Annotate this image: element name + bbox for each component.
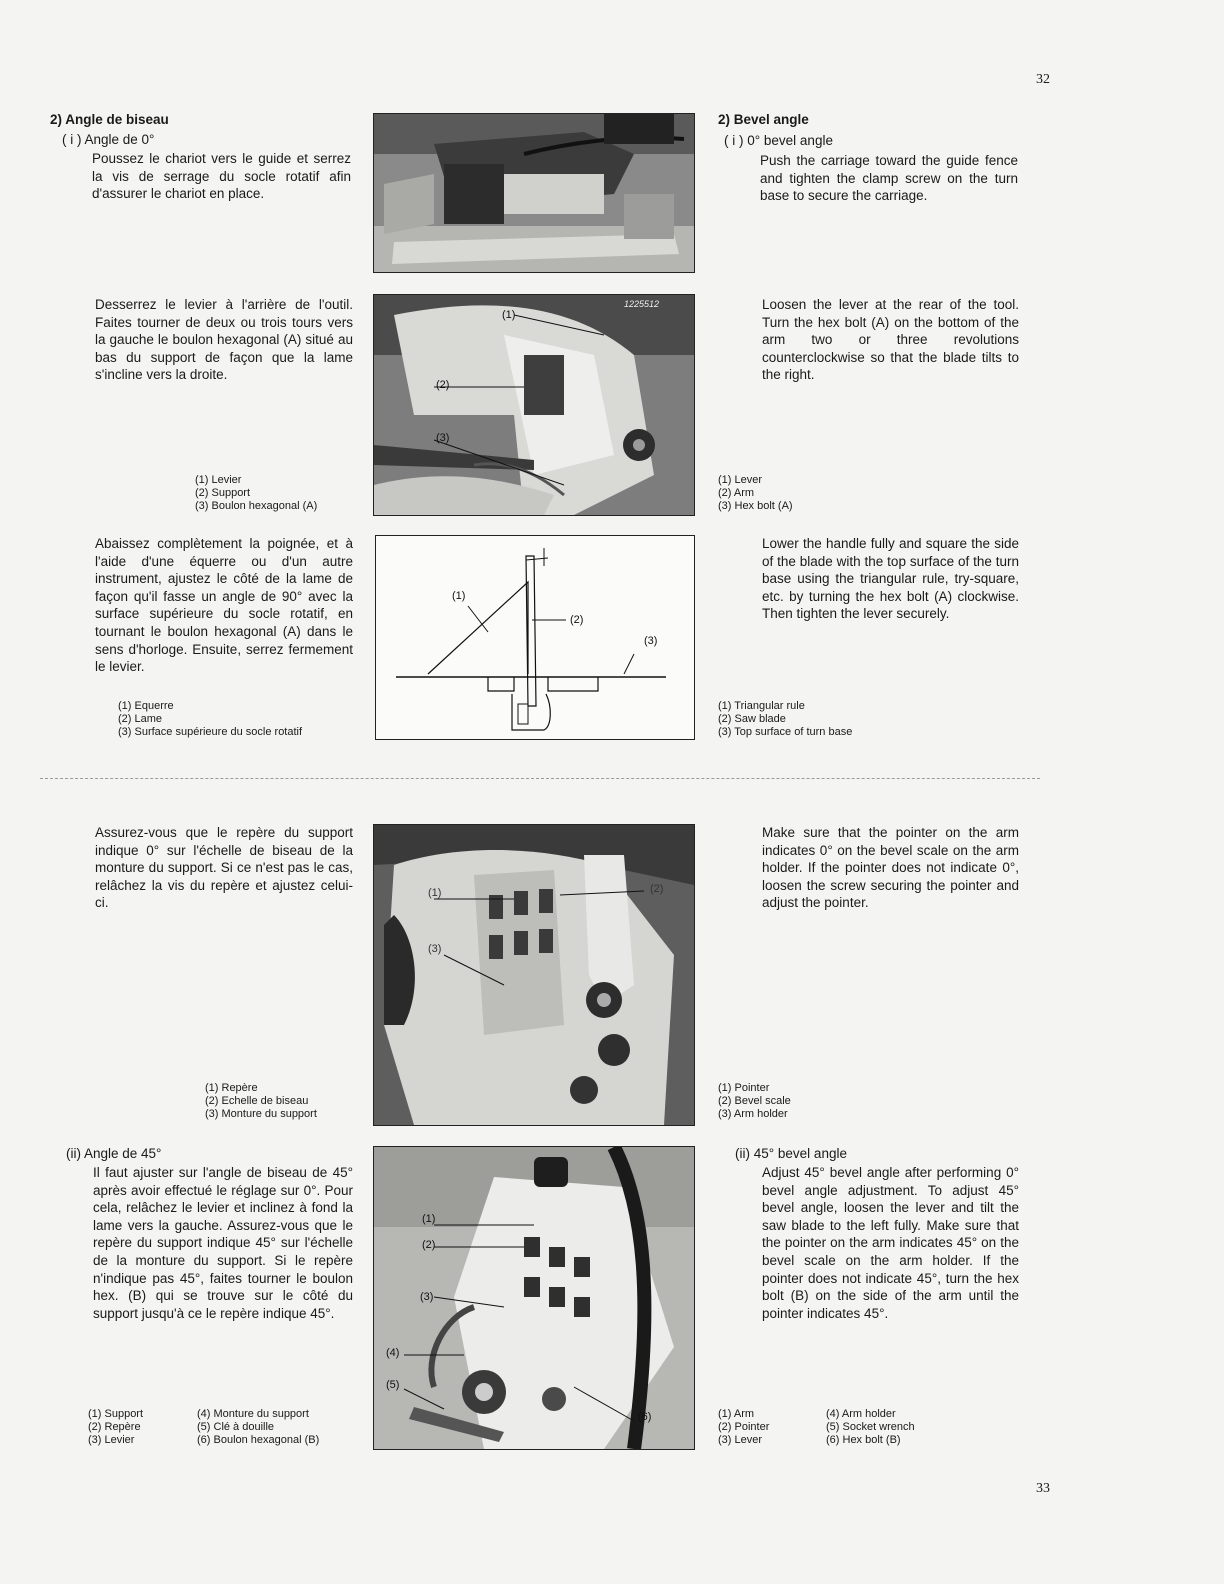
en-caption-4: (1) Pointer (2) Bevel scale (3) Arm holder	[718, 1082, 791, 1120]
fr-caption-5-right: (4) Monture du support (5) Clé à douille (6) Boulon hexagonal (B)	[197, 1408, 320, 1446]
fr-caption-4: (1) Repère (2) Echelle de biseau (3) Monture du support	[205, 1082, 317, 1120]
photo-lever-arm	[373, 294, 695, 516]
section-divider	[40, 778, 1040, 779]
fr-caption-3: (1) Equerre (2) Lame (3) Surface supérieure du socle rotatif	[118, 700, 303, 738]
en-paragraph-2: Loosen the lever at the rear of the tool. Turn the hex bolt (A) on the bottom of the arm two or three revolutions counterclockwise so that the blade tilts to the right.	[762, 297, 1019, 383]
en-paragraph-4: Make sure that the pointer on the arm indicates 0° on the bevel scale on the arm holder. If the pointer does not indicate 0°, loosen the screw securing the pointer and adjust the pointer.	[762, 825, 1019, 911]
photo5-callout-1: (1)	[422, 1213, 436, 1225]
photo4-callout-1: (1)	[428, 887, 442, 899]
photo5-callout-2: (2)	[422, 1239, 436, 1251]
page-number-bottom: 33	[1036, 1481, 1050, 1496]
fr-paragraph-1: Poussez le chariot vers le guide et serrez la vis de serrage du socle rotatif afin d'assurer le chariot en place.	[92, 151, 351, 202]
fr-subheading-45deg: (ii) Angle de 45°	[66, 1146, 162, 1161]
photo2-marking: 1225512	[624, 299, 660, 309]
fr-caption-5-left: (1) Support (2) Repère (3) Levier	[88, 1408, 144, 1446]
en-caption-2: (1) Lever (2) Arm (3) Hex bolt (A)	[718, 474, 793, 512]
page-number-top: 32	[1036, 72, 1050, 87]
en-subheading-0deg: ( i ) 0° bevel angle	[724, 133, 833, 148]
photo-45-bevel	[373, 1146, 695, 1450]
photo5-callout-4: (4)	[386, 1347, 400, 1359]
photo4-callout-2: (2)	[650, 883, 664, 895]
diagram-blade-square	[375, 535, 695, 740]
diagram-callout-3: (3)	[644, 635, 658, 647]
en-caption-3: (1) Triangular rule (2) Saw blade (3) Top surface of turn base	[718, 700, 853, 738]
en-paragraph-5: Adjust 45° bevel angle after performing 0° bevel angle adjustment. To adjust 45° bevel angle, loosen the lever and tilt the saw blade to the left fully. Make sure that the pointer on the arm indicates 45° on the bevel scale on the arm holder. If the pointer does not indicate 45°, turn the hex bolt (B) on the side of the arm until the pointer indicates 45°.	[762, 1165, 1019, 1321]
en-paragraph-3: Lower the handle fully and square the side of the blade with the top surface of the turn base using the triangular rule, try-square, etc. by turning the hex bolt (A) clockwise. Then tighten the lever securely.	[762, 536, 1019, 622]
diagram-callout-1: (1)	[452, 590, 466, 602]
diagram-callout-2: (2)	[570, 614, 584, 626]
photo-bevel-scale	[373, 824, 695, 1126]
photo5-callout-3: (3)	[420, 1291, 434, 1303]
photo5-callout-6: (6)	[638, 1411, 652, 1423]
en-heading: 2) Bevel angle	[718, 112, 809, 127]
photo-carriage	[373, 113, 695, 273]
fr-subheading-0deg: ( i ) Angle de 0°	[62, 132, 155, 147]
photo2-callout-3: (3)	[436, 432, 450, 444]
fr-paragraph-2: Desserrez le levier à l'arrière de l'outil. Faites tourner de deux ou trois tours vers la gauche le boulon hexagonal (A) situé au bas du support de façon que la lame s'incline vers la droite.	[95, 297, 353, 383]
en-subheading-45deg: (ii) 45° bevel angle	[735, 1146, 847, 1161]
en-paragraph-1: Push the carriage toward the guide fence and tighten the clamp screw on the turn base to secure the carriage.	[760, 153, 1018, 204]
en-caption-5-right: (4) Arm holder (5) Socket wrench (6) Hex bolt (B)	[826, 1408, 915, 1446]
fr-paragraph-3: Abaissez complètement la poignée, et à l'aide d'une équerre ou d'un autre instrument, ajustez le côté de la lame de façon qu'il fasse un angle de 90° avec la surface supérieure du socle rotatif, en tournant le boulon hexagonal (A) dans le sens d'horloge. Ensuite, serrez fermement le levier.	[95, 536, 353, 675]
photo4-callout-3: (3)	[428, 943, 442, 955]
fr-heading: 2) Angle de biseau	[50, 112, 169, 127]
fr-paragraph-5: Il faut ajuster sur l'angle de biseau de 45° après avoir effectué le réglage sur 0°. Pour cela, relâchez le levier et inclinez à fond la lame vers la gauche. Assurez-vous que le repère du support indique 45° sur l'échelle de la monture du support. Si le repère n'indique pas 45°, faites tourner le boulon hex. (B) qui se trouve sur le côté du support jusqu'à ce le repère indique 45°.	[93, 1165, 353, 1321]
photo2-callout-1: (1)	[502, 309, 516, 321]
fr-caption-2: (1) Levier (2) Support (3) Boulon hexagonal (A)	[195, 474, 318, 512]
fr-paragraph-4: Assurez-vous que le repère du support indique 0° sur l'échelle de biseau de la monture du support. Si ce n'est pas le cas, relâchez la vis du repère et ajustez celui-ci.	[95, 825, 353, 911]
en-caption-5-left: (1) Arm (2) Pointer (3) Lever	[718, 1408, 770, 1446]
photo5-callout-5: (5)	[386, 1379, 400, 1391]
photo2-callout-2: (2)	[436, 379, 450, 391]
